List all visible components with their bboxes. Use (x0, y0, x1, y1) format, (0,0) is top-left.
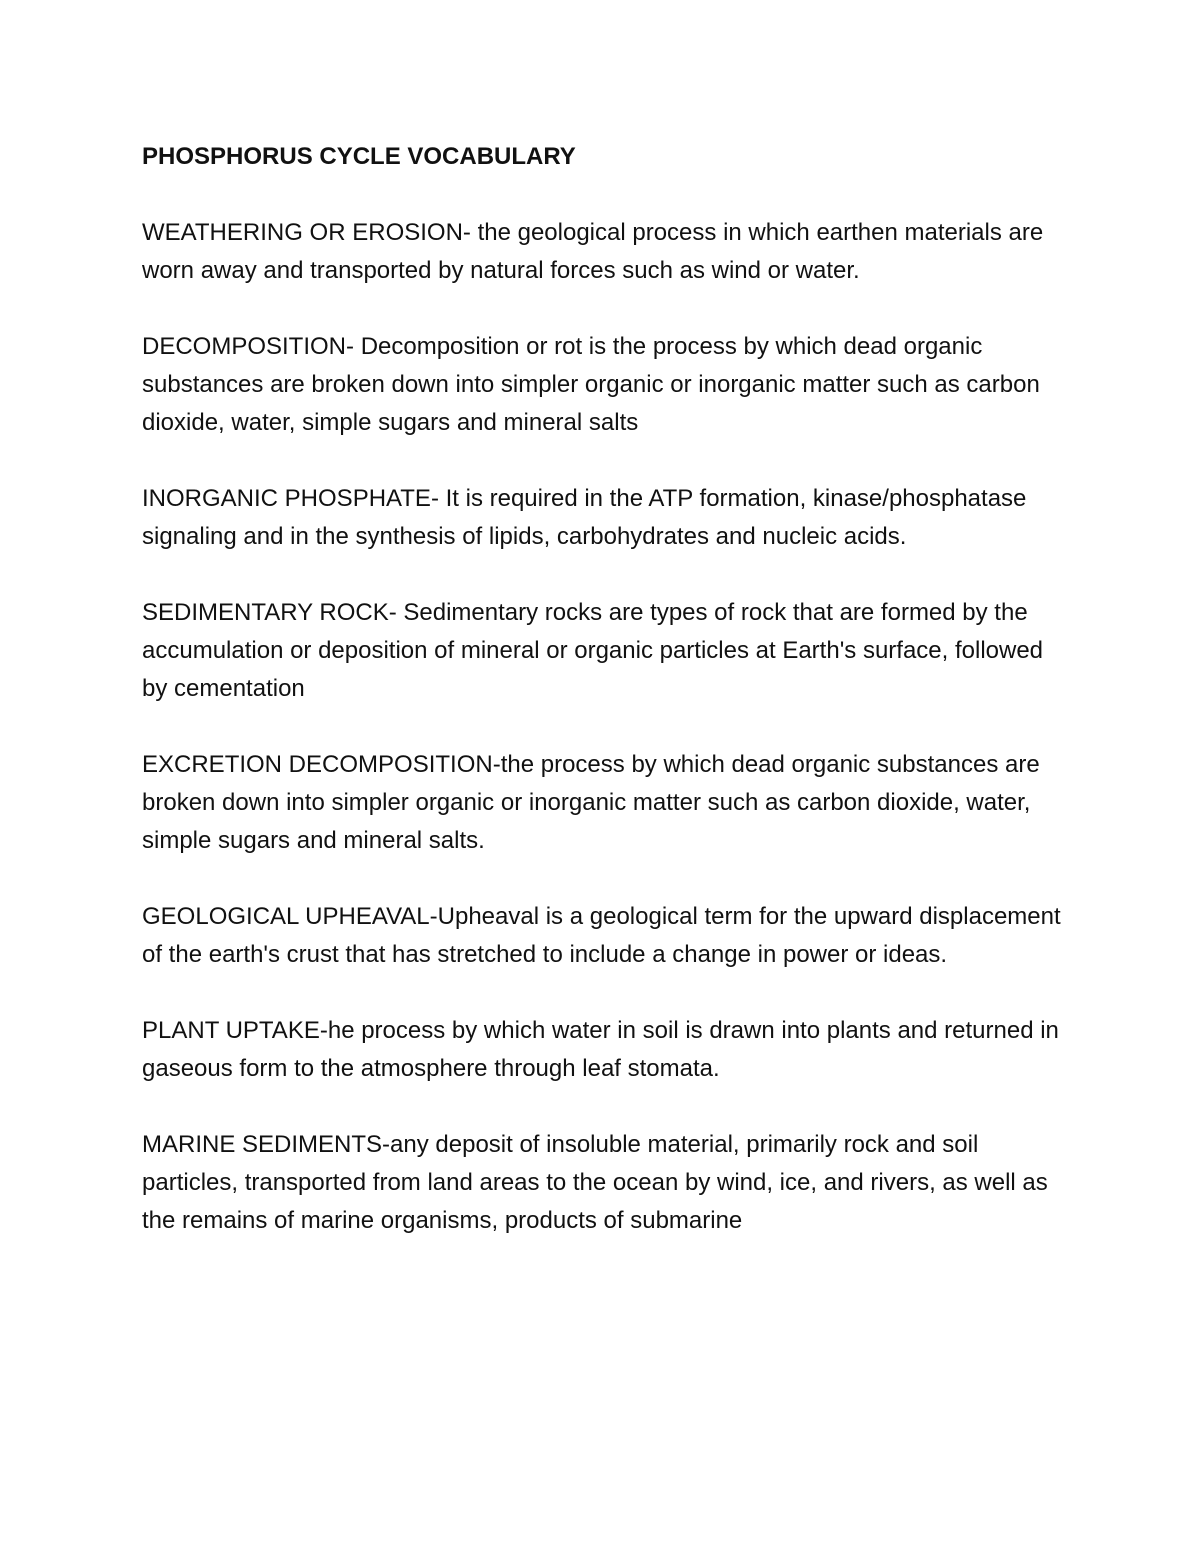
entry-definition: the geological process in which earthen materials are worn away and transported by natural forces such as wind or water. (142, 219, 1044, 284)
entry-term: INORGANIC PHOSPHATE (142, 485, 431, 512)
entry-definition: It is required in the ATP formation, kinase/phosphatase signaling and in the synthesis of lipids, carbohydrates and nucleic acids. (142, 485, 1027, 550)
entry-definition: any deposit of insoluble material, primarily rock and soil particles, transported from land areas to the ocean by wind, ice, and rivers, as well as the remains of marine organisms, products of submarine (142, 1131, 1048, 1234)
entry-definition: Decomposition or rot is the process by which dead organic substances are broken down into simpler organic or inorganic matter such as carbon dioxide, water, simple sugars and mineral salts (142, 333, 1040, 436)
entry-definition: Upheaval is a geological term for the upward displacement of the earth's crust that has stretched to include a change in power or ideas. (142, 903, 1061, 968)
entry-separator: - (462, 219, 478, 246)
entry-term: SEDIMENTARY ROCK (142, 599, 389, 626)
entry-term: WEATHERING OR EROSION (142, 219, 463, 246)
entry-sedimentary-rock (142, 594, 1062, 708)
entry-separator: - (388, 599, 404, 626)
entry-definition: he process by which water in soil is drawn into plants and returned in gaseous form to the atmosphere through leaf stomata. (142, 1017, 1059, 1082)
entry-inorganic-phosphate (142, 480, 1062, 556)
entry-separator: - (430, 485, 446, 512)
entry-term: PLANT UPTAKE (142, 1017, 320, 1044)
entry-definition: Sedimentary rocks are types of rock that are formed by the accumulation or deposition of mineral or organic particles at Earth's surface, followed by cementation (142, 599, 1044, 702)
entry-separator: - (382, 1131, 391, 1158)
entry-excretion-decomposition (142, 746, 1062, 860)
entry-separator: - (346, 333, 361, 360)
entry-geological-upheaval (142, 898, 1062, 974)
entry-separator: - (319, 1017, 328, 1044)
entry-definition: the process by which dead organic substances are broken down into simpler organic or inorganic matter such as carbon dioxide, water, simple sugars and mineral salts. (142, 751, 1040, 854)
entry-marine-sediments (142, 1126, 1062, 1240)
entry-weathering-or-erosion (142, 214, 1062, 290)
entry-term: EXCRETION DECOMPOSITION (142, 751, 493, 778)
entry-plant-uptake (142, 1012, 1062, 1088)
entry-term: MARINE SEDIMENTS (142, 1131, 383, 1158)
document-title: PHOSPHORUS CYCLE VOCABULARY (142, 143, 576, 170)
entry-term: GEOLOGICAL UPHEAVAL (142, 903, 430, 930)
document-body (142, 138, 1062, 1240)
entry-term: DECOMPOSITION (142, 333, 347, 360)
entry-decomposition (142, 328, 1062, 442)
entry-separator: - (429, 903, 438, 930)
entry-separator: - (492, 751, 501, 778)
